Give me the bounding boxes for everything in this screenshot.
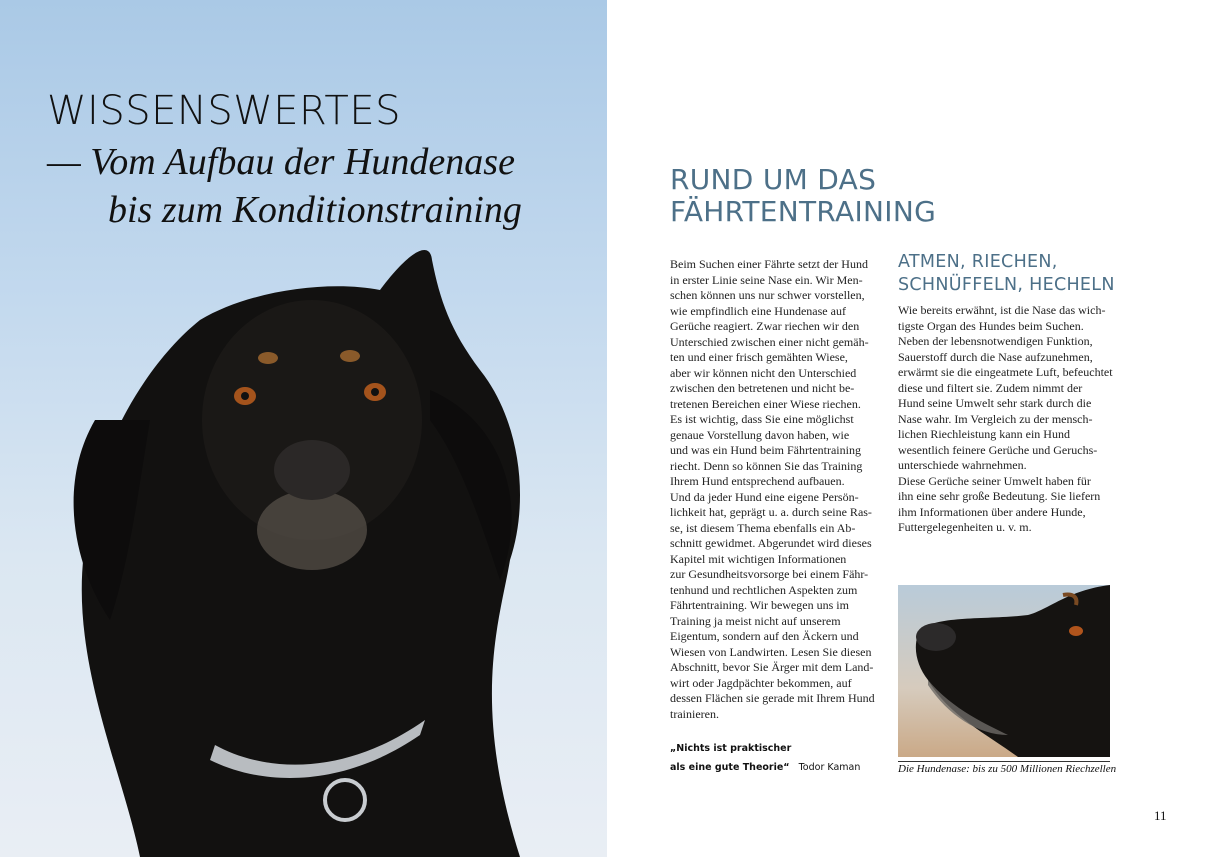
text-line: zwischen den betretenen und nicht be-: [670, 381, 855, 395]
text-line: Eigentum, sondern auf den Äckern und: [670, 629, 859, 643]
text-line: Sauerstoff durch die Nase aufzunehmen,: [898, 349, 1093, 364]
text-line: erwärmt sie die eingeatmete Luft, befeuchtet: [898, 365, 1113, 379]
quote-author: Todor Kaman: [798, 762, 861, 773]
text-line: Wie bereits erwähnt, ist die Nase das wich-: [898, 303, 1106, 317]
subheading-line-2: SCHNÜFFELN, HECHELN: [898, 275, 1115, 295]
text-line: schnitt gewidmet. Abgerundet wird dieses: [670, 536, 872, 550]
page-heading-line-1: RUND UM DAS: [670, 163, 877, 196]
text-line: zur Gesundheitsvorsorge bei einem Fähr-: [670, 567, 869, 581]
chapter-subtitle-line-2: bis zum Konditionstraining: [108, 189, 522, 231]
text-line: lichen Riechleistung kann ein Hund: [898, 427, 1070, 441]
text-line: Abschnitt, bevor Sie Ärger mit dem Land-: [670, 660, 874, 674]
body-column-1: [670, 257, 875, 722]
caption-rule: [898, 761, 1110, 762]
text-line: tenhund und rechtlichen Aspekten zum: [670, 582, 858, 597]
right-page: [607, 0, 1214, 857]
text-line: Training ja meist nicht auf unserem: [670, 613, 841, 628]
text-line: tretenen Bereichen einer Wiese riechen.: [670, 396, 861, 411]
text-line: wie empfindlich eine Hundenase auf: [670, 303, 846, 318]
text-line: Ihrem Hund entsprechend aufbauen.: [670, 474, 845, 488]
text-line: Diese Gerüche seiner Umwelt haben für: [898, 473, 1091, 488]
quote-line-2: [670, 762, 860, 773]
chapter-subtitle-line-1: — Vom Aufbau der Hundenase: [47, 141, 515, 183]
text-line: ihm Informationen über andere Hunde,: [898, 504, 1086, 519]
page-number: 11: [1154, 808, 1167, 823]
quote-text-1: „Nichts ist praktischer: [670, 743, 792, 754]
text-line: dessen Flächen sie gerade mit Ihrem Hund: [670, 691, 875, 705]
text-line: Hund seine Umwelt sehr stark durch die: [898, 396, 1092, 410]
text-line: aber wir können nicht den Unterschied: [670, 365, 857, 380]
body-column-2: [898, 303, 1113, 536]
text-line: genaue Vorstellung davon haben, wie: [670, 427, 850, 442]
text-line: Neben der lebensnotwendigen Funktion,: [898, 334, 1093, 348]
chapter-kicker: WISSENSWERTES: [47, 88, 402, 134]
quote-line-1: [670, 743, 791, 754]
text-line: wesentlich feinere Gerüche und Geruchs-: [898, 442, 1098, 457]
text-line: ihn eine sehr große Bedeutung. Sie liefern: [898, 489, 1101, 503]
text-line: und was ein Hund beim Fährtentraining: [670, 443, 861, 457]
text-line: se, ist diesem Thema ebenfalls ein Ab-: [670, 520, 856, 535]
page-heading-line-2: FÄHRTENTRAINING: [670, 195, 937, 228]
text-line: schen können uns nur schwer vorstellen,: [670, 288, 865, 302]
text-line: Fährtentraining. Wir bewegen uns im: [670, 598, 849, 612]
text-line: lichkeit hat, geprägt u. a. durch seine Ras-: [670, 505, 872, 519]
text-line: Futtergelegenheiten u. v. m.: [898, 520, 1032, 534]
text-line: Und da jeder Hund eine eigene Persön-: [670, 489, 859, 504]
text-line: Beim Suchen einer Fährte setzt der Hund: [670, 257, 868, 271]
text-line: Unterschied zwischen einer nicht gemäh-: [670, 334, 869, 349]
text-line: riecht. Denn so können Sie das Training: [670, 458, 863, 473]
quote-text-2: als eine gute Theorie“: [670, 762, 790, 773]
text-line: Gerüche reagiert. Zwar riechen wir den: [670, 319, 860, 333]
text-line: tigste Organ des Hundes beim Suchen.: [898, 318, 1084, 333]
text-line: Wiesen von Landwirten. Lesen Sie diesen: [670, 644, 872, 659]
text-line: diese und filtert sie. Zudem nimmt der: [898, 380, 1083, 395]
text-line: ten und einer frisch gemähten Wiese,: [670, 350, 848, 364]
text-line: trainieren.: [670, 706, 719, 721]
text-line: Nase wahr. Im Vergleich zu der mensch-: [898, 411, 1093, 426]
dog-nose-photo: [898, 585, 1110, 757]
text-line: Kapitel mit wichtigen Informationen: [670, 551, 847, 566]
text-line: in erster Linie seine Nase ein. Wir Men-: [670, 272, 863, 287]
text-line: Es ist wichtig, dass Sie eine möglichst: [670, 412, 854, 426]
subheading-line-1: ATMEN, RIECHEN,: [898, 252, 1058, 272]
photo-caption: Die Hundenase: bis zu 500 Millionen Riechzellen: [898, 763, 1117, 775]
text-line: wirt oder Jagdpächter bekommen, auf: [670, 675, 852, 690]
text-line: unterschiede wahrnehmen.: [898, 458, 1027, 472]
